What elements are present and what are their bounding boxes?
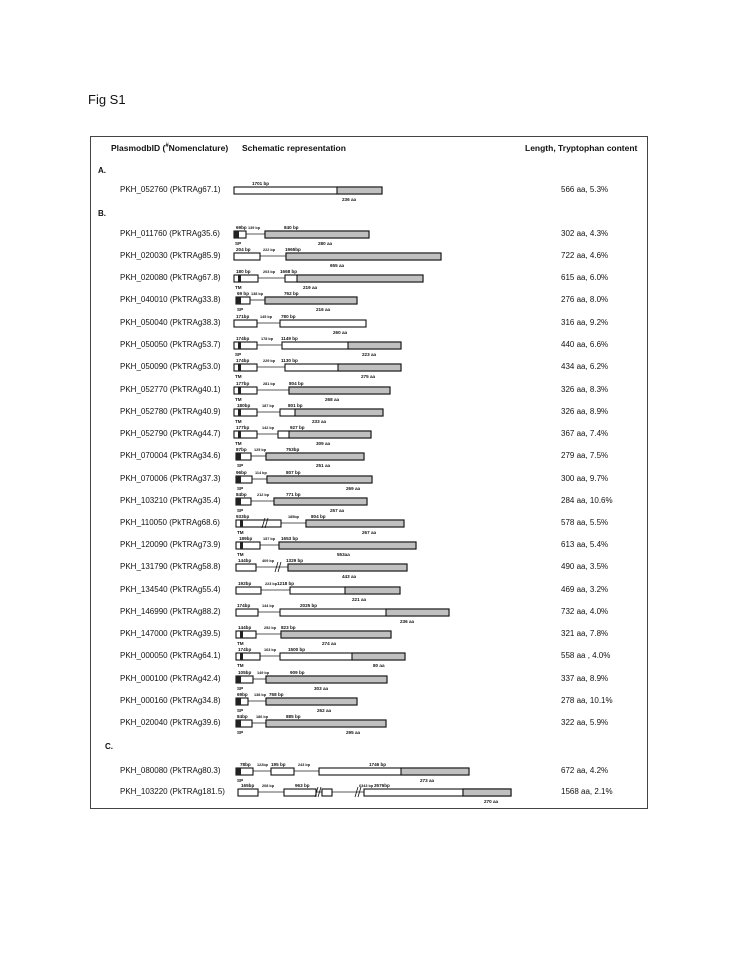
aa-length-label: 270 aa	[484, 799, 499, 804]
exon-box	[271, 768, 294, 775]
intron-bp-label: 114 bp	[255, 471, 267, 475]
intron-bp-label: 149 bp	[257, 671, 270, 675]
tm-label: TM	[237, 641, 244, 646]
row-label: PKH_020040 (PkTRAg39.6)	[120, 718, 221, 727]
exon-bp-label: 1653 bp	[281, 536, 299, 541]
row-label: PKH_050050 (PkTRAg53.7)	[120, 340, 221, 349]
exon-bp-label: 963 bp	[295, 783, 310, 788]
row-length-tryptophan: 337 aa, 8.9%	[561, 674, 609, 683]
signal-peptide-block	[236, 698, 241, 705]
exon-box	[234, 364, 257, 371]
row-length-tryptophan: 279 aa, 7.5%	[561, 451, 609, 460]
aa-length-label: 260 aa	[333, 330, 348, 335]
row-label: PKH_134540 (PkTRAg55.4)	[120, 585, 221, 594]
aa-length-label: 267 aa	[362, 530, 377, 535]
aa-length-label: 221 aa	[352, 597, 367, 602]
row-label: PKH_120090 (PkTRAg73.9)	[120, 540, 221, 549]
row-label: PKH_011760 (PkTRAg35.6)	[120, 229, 220, 238]
aa-length-label: 216 aa	[316, 307, 331, 312]
tm-label: TM	[237, 530, 244, 535]
row-length-tryptophan: 613 aa, 5.4%	[561, 540, 609, 549]
intron-bp-label: 186 bp	[256, 715, 269, 719]
exon-bp-label: 1701 bp	[252, 181, 270, 186]
intron-bp-label: 409 bp	[262, 559, 275, 563]
sp-label: SP	[237, 486, 244, 491]
row-length-tryptophan: 566 aa, 5.3%	[561, 185, 609, 194]
section-a-label: A.	[98, 166, 106, 175]
exon-bp-label: 2025 bp	[300, 603, 318, 608]
exon-bp-label: 69bp	[236, 225, 247, 230]
row-length-tryptophan: 469 aa, 3.2%	[561, 585, 609, 594]
transmembrane-block	[238, 409, 241, 416]
row-label: PKH_146990 (PkTRAg88.2)	[120, 607, 221, 616]
exon-bp-label: 69 bp	[237, 291, 249, 296]
aa-length-label: 280 aa	[318, 241, 333, 246]
exon-bp-label: 192bp	[238, 581, 252, 586]
mature-protein-region	[386, 609, 449, 616]
transmembrane-block	[240, 520, 243, 527]
row-label: PKH_103210 (PkTRAg35.4)	[120, 496, 221, 505]
exon-box	[234, 320, 257, 327]
exon-bp-label: 1668 bp	[280, 269, 298, 274]
tm-label: SP	[235, 352, 242, 357]
mature-protein-region	[266, 720, 386, 727]
exon-bp-label: 189bp	[239, 536, 253, 541]
exon-bp-label: 177bp	[236, 381, 250, 386]
exon-bp-label: 180bp	[237, 403, 251, 408]
row-length-tryptophan: 722 aa, 4.6%	[561, 251, 609, 260]
exon-bp-label: 174bp	[236, 358, 250, 363]
intron-bp-label: 163 bp	[264, 648, 277, 652]
mature-protein-region	[463, 789, 511, 796]
row-label: PKH_020030 (PkTRAg85.9)	[120, 251, 221, 260]
sp-label: SP	[237, 686, 244, 691]
intron-bp-label: 139 bp	[248, 226, 261, 230]
tm-label: TM	[235, 397, 242, 402]
exon-bp-label: 1746 bp	[369, 762, 387, 767]
aa-length-label: 443 aa	[342, 574, 357, 579]
exon-bp-label: 804 bp	[289, 381, 304, 386]
aa-length-label: 553aa	[337, 552, 350, 557]
exon-bp-label: 804 bp	[311, 514, 326, 519]
tm-label: TM	[235, 419, 242, 424]
intron-bp-label: 281 bp	[263, 382, 276, 386]
exon-box	[234, 431, 257, 438]
intron-bp-label: 212 bp	[257, 493, 270, 497]
exon-bp-label: 1130 bp	[281, 358, 298, 363]
mature-protein-region	[338, 364, 401, 371]
aa-length-label: 219 aa	[303, 285, 318, 290]
intron-bp-label: 223 bp	[265, 582, 278, 586]
exon-bp-label: 753bp	[286, 447, 300, 452]
mature-protein-region	[345, 587, 400, 594]
exon-bp-label: 927 bp	[290, 425, 305, 430]
row-length-tryptophan: 434 aa, 6.2%	[561, 362, 609, 371]
row-length-tryptophan: 326 aa, 8.9%	[561, 407, 609, 416]
intron-bp-label: 222 bp	[263, 248, 276, 252]
intron-bp-label: 144 bp	[262, 604, 275, 608]
signal-peptide-block	[236, 498, 241, 505]
exon-bp-label: 177bp	[236, 425, 250, 430]
row-label: PKH_000100 (PkTRAg42.4)	[120, 674, 221, 683]
exon-bp-label: 823 bp	[281, 625, 296, 630]
row-length-tryptophan: 367 aa, 7.4%	[561, 429, 609, 438]
exon-bp-label: 840 bp	[284, 225, 299, 230]
exon-bp-label: 165bp	[241, 783, 255, 788]
mature-protein-region	[401, 768, 469, 775]
row-label: PKH_052790 (PkTRAg44.7)	[120, 429, 221, 438]
row-length-tryptophan: 440 aa, 6.6%	[561, 340, 609, 349]
mature-protein-region	[306, 520, 404, 527]
row-label: PKH_040010 (PkTRAg33.8)	[120, 295, 221, 304]
mature-protein-region	[266, 698, 357, 705]
intron-bp-label: 157 bp	[263, 537, 276, 541]
signal-peptide-block	[234, 231, 239, 238]
exon-box	[236, 542, 260, 549]
section-c-label: C.	[105, 742, 113, 751]
signal-peptide-block	[236, 453, 241, 460]
intron-bp-label: 178 bp	[261, 337, 274, 341]
aa-length-label: 655 aa	[330, 263, 345, 268]
row-label: PKH_147000 (PkTRAg39.5)	[120, 629, 221, 638]
exon-bp-label: 771 bp	[286, 492, 301, 497]
aa-length-label: 303 aa	[314, 686, 329, 691]
tm-label: TM	[237, 552, 244, 557]
mature-protein-region	[297, 275, 423, 282]
intron-bp-label: 243 bp	[298, 763, 311, 767]
row-length-tryptophan: 1568 aa, 2.1%	[561, 787, 613, 796]
exon-bp-label: 3576bp	[374, 783, 390, 788]
row-label: PKH_070004 (PkTRAg34.6)	[120, 451, 221, 460]
mature-protein-region	[265, 231, 369, 238]
exon-bp-label: 144bp	[238, 625, 252, 630]
exon-box	[234, 253, 260, 260]
aa-length-label: 309 aa	[316, 441, 331, 446]
aa-length-label: 268 aa	[325, 397, 340, 402]
transmembrane-block	[240, 542, 243, 549]
intron-bp-label: 138 bp	[254, 693, 267, 697]
exon-bp-label: 1149 bp	[281, 336, 298, 341]
exon-box	[236, 564, 256, 571]
exon-bp-label: 174bp	[236, 336, 250, 341]
aa-length-label: 223 aa	[362, 352, 377, 357]
section-b-label: B.	[98, 209, 106, 218]
intron-bp-label: 187 bp	[262, 404, 275, 408]
aa-length-label: 236 aa	[342, 197, 357, 202]
mature-protein-region	[348, 342, 401, 349]
transmembrane-block	[240, 631, 243, 638]
aa-length-label: 233 aa	[312, 419, 327, 424]
row-length-tryptophan: 490 aa, 3.5%	[561, 562, 609, 571]
transmembrane-block	[238, 387, 241, 394]
row-label: PKH_050090 (PkTRAg53.0)	[120, 362, 221, 371]
exon-bp-label: 1218 bp	[277, 581, 295, 586]
exon-bp-label: 174bp	[238, 647, 252, 652]
exon-bp-label: 171bp	[236, 314, 250, 319]
sp-label: SP	[237, 508, 244, 513]
mature-protein-region	[352, 653, 405, 660]
signal-peptide-block	[236, 768, 241, 775]
row-label: PKH_000160 (PkTRAg34.8)	[120, 696, 221, 705]
sp-label: SP	[237, 307, 244, 312]
sp-label: SP	[235, 241, 242, 246]
mature-protein-region	[266, 676, 387, 683]
sp-label: SP	[237, 730, 244, 735]
row-length-tryptophan: 615 aa, 6.0%	[561, 273, 609, 282]
intron-bp-label: 142 bp	[262, 426, 275, 430]
row-label: PKH_110050 (PkTRAg68.6)	[120, 518, 220, 527]
exon-bp-label: 84bp	[237, 714, 248, 719]
exon-box	[236, 653, 260, 660]
sp-label: SP	[237, 463, 244, 468]
row-length-tryptophan: 276 aa, 8.0%	[561, 295, 609, 304]
exon-bp-label: 84bp	[236, 492, 247, 497]
row-length-tryptophan: 316 aa, 9.2%	[561, 318, 609, 327]
intron-bp-label: 252 bp	[264, 626, 277, 630]
mature-protein-region	[288, 564, 407, 571]
header-plasmodb-id: PlasmodbID (#Nomenclature)	[111, 143, 229, 153]
row-length-tryptophan: 300 aa, 9.7%	[561, 474, 609, 483]
row-length-tryptophan: 578 aa, 5.5%	[561, 518, 609, 527]
aa-length-label: 269 aa	[346, 486, 361, 491]
exon-box	[236, 631, 256, 638]
exon-bp-label: 807 bp	[286, 470, 301, 475]
mature-protein-region	[279, 542, 416, 549]
aa-length-label: 262 aa	[317, 708, 332, 713]
tm-label: TM	[237, 663, 244, 668]
row-length-tryptophan: 326 aa, 8.3%	[561, 385, 609, 394]
mature-protein-region	[286, 253, 441, 260]
exon-bp-label: 87bp	[236, 447, 247, 452]
mature-protein-region	[265, 297, 357, 304]
intron-bp-label: 122bp	[257, 763, 268, 767]
exon-bp-label: 204 bp	[236, 247, 251, 252]
exon-bp-label: 780 bp	[281, 314, 296, 319]
transmembrane-block	[240, 653, 243, 660]
exon-bp-label: 1500 bp	[288, 647, 306, 652]
exon-box	[236, 587, 261, 594]
row-label: PKH_000050 (PkTRAg64.1)	[120, 651, 221, 660]
row-length-tryptophan: 322 aa, 5.9%	[561, 718, 609, 727]
row-label: PKH_070006 (PkTRAg37.3)	[120, 474, 221, 483]
exon-box	[322, 789, 332, 796]
figure-label: Fig S1	[88, 92, 126, 107]
mature-protein-region	[295, 409, 383, 416]
intron-bp-label: 229 bp	[263, 359, 276, 363]
exon-bp-label: 933bp	[236, 514, 250, 519]
row-length-tryptophan: 672 aa, 4.2%	[561, 766, 609, 775]
row-length-tryptophan: 558 aa , 4.0%	[561, 651, 611, 660]
exon-bp-label: 768 bp	[269, 692, 284, 697]
row-length-tryptophan: 278 aa, 10.1%	[561, 696, 613, 705]
signal-peptide-block	[236, 720, 241, 727]
aa-length-label: 273 aa	[420, 778, 435, 783]
mature-protein-region	[281, 631, 391, 638]
exon-bp-label: 180 bp	[236, 269, 251, 274]
mature-protein-region	[266, 453, 364, 460]
mature-protein-region	[289, 387, 390, 394]
intron-bp-label: 185bp	[288, 515, 299, 519]
row-label: PKH_103220 (PkTRAg181.5)	[120, 787, 225, 796]
exon-bp-label: 174bp	[237, 603, 251, 608]
exon-bp-label: 144bp	[238, 558, 252, 563]
aa-length-label: 236 aa	[400, 619, 415, 624]
exon-box	[234, 342, 257, 349]
row-label: PKH_131790 (PkTRAg58.8)	[120, 562, 221, 571]
sp-label: SP	[237, 778, 244, 783]
exon-bp-label: 801 bp	[288, 403, 303, 408]
intron-bp-label: 145 bp	[260, 315, 273, 319]
row-length-tryptophan: 732 aa, 4.0%	[561, 607, 609, 616]
row-label: PKH_020080 (PkTRAg67.8)	[120, 273, 221, 282]
aa-length-label: 257 aa	[330, 508, 345, 513]
header-length-tryptophan: Length, Tryptophan content	[525, 143, 638, 153]
tm-label: TM	[235, 441, 242, 446]
aa-length-label: 251 aa	[316, 463, 331, 468]
row-label: PKH_052770 (PkTRAg40.1)	[120, 385, 221, 394]
intron-bp-label: 6343 bp	[359, 784, 374, 788]
header-schematic: Schematic representation	[242, 143, 346, 153]
signal-peptide-block	[236, 297, 241, 304]
row-label: PKH_080080 (PkTRAg80.3)	[120, 766, 221, 775]
aa-length-label: 80 aa	[373, 663, 385, 668]
row-length-tryptophan: 284 aa, 10.6%	[561, 496, 613, 505]
transmembrane-block	[238, 364, 241, 371]
mature-protein-region	[267, 476, 372, 483]
intron-bp-label: 138 bp	[251, 292, 264, 296]
exon-bp-label: 1965bp	[285, 247, 301, 252]
row-length-tryptophan: 321 aa, 7.8%	[561, 629, 609, 638]
exon-bp-label: 1329 bp	[286, 558, 304, 563]
signal-peptide-block	[236, 676, 241, 683]
exon-bp-label: 885 bp	[286, 714, 301, 719]
tm-label: TM	[235, 374, 242, 379]
row-length-tryptophan: 302 aa, 4.3%	[561, 229, 609, 238]
transmembrane-block	[238, 431, 241, 438]
exon-box	[234, 275, 258, 282]
exon-bp-label: 78bp	[240, 762, 251, 767]
intron-bp-label: 125 bp	[254, 448, 267, 452]
signal-peptide-block	[236, 476, 241, 483]
intron-bp-label: 203 bp	[263, 270, 276, 274]
transmembrane-block	[238, 275, 241, 282]
exon-box	[280, 320, 366, 327]
aa-length-label: 275 aa	[361, 374, 376, 379]
exon-bp-label: 762 bp	[284, 291, 299, 296]
exon-box	[236, 609, 258, 616]
sp-label: SP	[237, 708, 244, 713]
exon-bp-label: 909 bp	[290, 670, 305, 675]
exon-bp-label: 105bp	[238, 670, 252, 675]
aa-length-label: 274 aa	[322, 641, 337, 646]
exon-bp-label: 96bp	[236, 470, 247, 475]
row-label: PKH_050040 (PkTRAg38.3)	[120, 318, 221, 327]
exon-bp-label: 195 bp	[271, 762, 286, 767]
exon-box	[284, 789, 316, 796]
aa-length-label: 295 aa	[346, 730, 361, 735]
exon-box	[238, 789, 258, 796]
row-label: PKH_052760 (PkTRAg67.1)	[120, 185, 221, 194]
transmembrane-block	[238, 342, 241, 349]
row-label: PKH_052780 (PkTRAg40.9)	[120, 407, 221, 416]
mature-protein-region	[289, 431, 371, 438]
intron-bp-label: 208 bp	[262, 784, 275, 788]
exon-bp-label: 69bp	[237, 692, 248, 697]
tm-label: TM	[235, 285, 242, 290]
exon-box	[234, 409, 257, 416]
mature-protein-region	[274, 498, 367, 505]
mature-protein-region	[337, 187, 382, 194]
exon-box	[234, 387, 257, 394]
